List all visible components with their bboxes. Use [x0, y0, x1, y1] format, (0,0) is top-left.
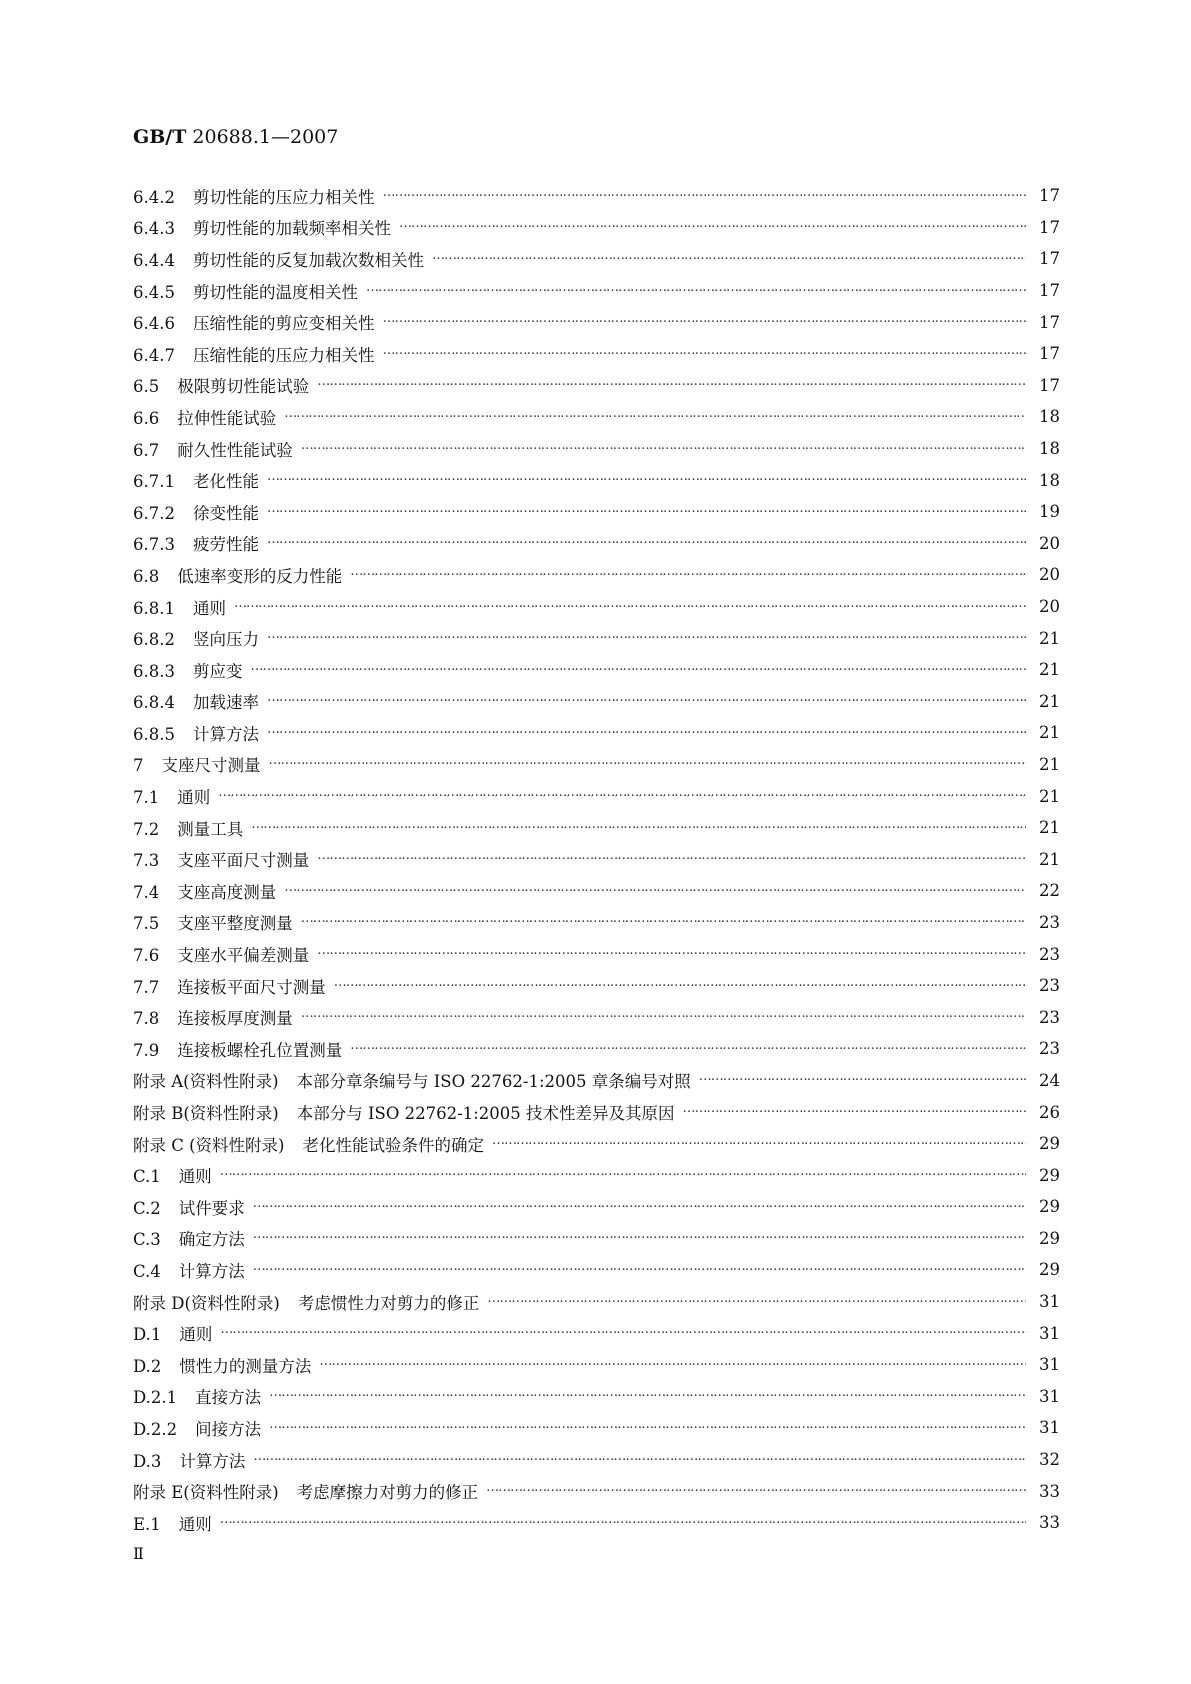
toc-leader-dots — [267, 628, 1026, 648]
toc-leader-dots — [269, 1418, 1026, 1438]
toc-entry-heading — [133, 1005, 295, 1029]
toc-entry-page: 21 — [1039, 818, 1060, 838]
toc-leader-dots — [492, 1134, 1026, 1154]
toc-entry[interactable] — [133, 433, 1060, 465]
toc-leader-dots — [267, 723, 1026, 743]
toc-entry-title: 支座尺寸测量 — [161, 756, 261, 776]
toc-entry-page: 20 — [1039, 533, 1060, 553]
toc-entry-number: D.2.2 — [133, 1419, 178, 1439]
toc-entry-title: 压缩性能的压应力相关性 — [192, 345, 375, 365]
toc-entry-title: 竖向压力 — [192, 630, 259, 650]
toc-leader-dots — [251, 818, 1026, 838]
toc-entry-heading — [133, 658, 244, 682]
toc-entry[interactable] — [133, 180, 1060, 212]
toc-entry-heading — [133, 215, 393, 239]
toc-entry[interactable] — [133, 938, 1060, 970]
toc-entry-title: 剪切性能的反复加载次数相关性 — [192, 250, 424, 270]
toc-entry-page: 21 — [1039, 628, 1060, 648]
toc-leader-dots — [382, 312, 1026, 332]
toc-leader-dots — [382, 186, 1026, 206]
toc-entry[interactable] — [133, 243, 1060, 275]
toc-entry-page: 17 — [1039, 312, 1060, 332]
toc-entry-number: 6.8.1 — [133, 598, 175, 618]
toc-entry-title: 试件要求 — [178, 1198, 245, 1218]
toc-entry[interactable] — [133, 843, 1060, 875]
toc-entry-heading — [133, 784, 212, 808]
toc-entry-page: 31 — [1039, 1323, 1060, 1343]
toc-leader-dots — [267, 470, 1026, 490]
toc-entry-number: 附录 C (资料性附录) — [133, 1135, 285, 1155]
toc-leader-dots — [269, 754, 1027, 774]
toc-entry-heading — [133, 721, 261, 745]
toc-entry-page: 17 — [1039, 249, 1060, 269]
toc-entry-heading — [133, 500, 261, 524]
doc-code: GB/T — [133, 126, 187, 148]
toc-leader-dots — [301, 912, 1026, 932]
toc-leader-dots — [220, 1513, 1026, 1533]
toc-entry-number: 7.8 — [133, 1009, 160, 1029]
toc-entry-page: 19 — [1039, 502, 1060, 522]
toc-entry-title: 连接板平面尺寸测量 — [177, 977, 326, 997]
toc-entry-page: 17 — [1039, 281, 1060, 301]
toc-leader-dots — [334, 976, 1026, 996]
toc-entry-number: C.4 — [133, 1261, 161, 1281]
toc-entry[interactable] — [133, 1349, 1060, 1381]
toc-leader-dots — [350, 565, 1026, 585]
toc-entry-number: C.1 — [133, 1167, 161, 1187]
toc-entry-number: 6.7 — [133, 440, 160, 460]
toc-entry-title: 剪切性能的加载频率相关性 — [192, 219, 391, 239]
toc-entry[interactable] — [133, 1444, 1060, 1476]
toc-entry-number: 7.7 — [133, 977, 160, 997]
toc-entry-page: 23 — [1039, 976, 1060, 996]
toc-entry-heading — [133, 1100, 676, 1124]
toc-entry[interactable] — [133, 401, 1060, 433]
toc-leader-dots — [253, 1450, 1026, 1470]
toc-entry-number: C.3 — [133, 1230, 161, 1250]
toc-entry[interactable] — [133, 591, 1060, 623]
toc-leader-dots — [366, 281, 1026, 301]
toc-entry-heading — [133, 1068, 693, 1092]
toc-entry-page: 23 — [1039, 1007, 1060, 1027]
toc-entry-title: 间接方法 — [195, 1419, 262, 1439]
toc-entry[interactable] — [133, 812, 1060, 844]
toc-entry-heading — [133, 1163, 214, 1187]
toc-entry-page: 18 — [1039, 439, 1060, 459]
toc-entry[interactable] — [133, 496, 1060, 528]
toc-leader-dots — [218, 786, 1026, 806]
toc-entry-title: 徐变性能 — [192, 503, 259, 523]
toc-entry-title: 计算方法 — [178, 1261, 245, 1281]
toc-entry-number: 6.4.4 — [133, 250, 175, 270]
toc-entry-page: 23 — [1039, 1039, 1060, 1059]
toc-entry-number: 7.9 — [133, 1040, 160, 1060]
toc-entry[interactable] — [133, 654, 1060, 686]
toc-entry-title: 计算方法 — [179, 1451, 246, 1471]
toc-entry-heading — [133, 1416, 263, 1440]
toc-entry-page: 21 — [1039, 660, 1060, 680]
toc-leader-dots — [220, 1323, 1026, 1343]
toc-entry-heading — [133, 1353, 313, 1377]
toc-entry-number: D.3 — [133, 1451, 162, 1471]
toc-entry-title: 低速率变形的反力性能 — [177, 566, 343, 586]
toc-entry-title: 直接方法 — [195, 1388, 262, 1408]
toc-leader-dots — [319, 1355, 1026, 1375]
toc-entry-title: 老化性能试验条件的确定 — [302, 1135, 484, 1155]
toc-entry-heading — [133, 689, 261, 713]
toc-entry-page: 17 — [1039, 186, 1060, 206]
toc-entry-heading — [133, 816, 245, 840]
toc-entry-number: 6.7.1 — [133, 472, 175, 492]
toc-entry[interactable] — [133, 1286, 1060, 1318]
toc-entry-heading — [133, 1321, 214, 1345]
toc-entry-number: 6.5 — [133, 377, 160, 397]
toc-entry-page: 18 — [1039, 470, 1060, 490]
toc-entry-heading — [133, 1290, 481, 1314]
toc-entry-number: 6.4.2 — [133, 187, 175, 207]
toc-entry-heading — [133, 1384, 263, 1408]
toc-entry-title: 通则 — [178, 1167, 212, 1187]
toc-entry-number: E.1 — [133, 1514, 161, 1534]
toc-entry-heading — [133, 531, 261, 555]
toc-entry-number: D.1 — [133, 1325, 162, 1345]
page-number-roman: Ⅱ — [133, 1544, 144, 1563]
toc-entry[interactable] — [133, 1475, 1060, 1507]
toc-entry-heading — [133, 373, 311, 397]
toc-entry-number: 附录 E(资料性附录) — [133, 1483, 279, 1503]
toc-entry[interactable] — [133, 528, 1060, 560]
toc-entry-page: 23 — [1039, 944, 1060, 964]
toc-entry[interactable] — [133, 370, 1060, 402]
toc-entry-heading — [133, 1258, 247, 1282]
toc-entry-heading — [133, 247, 426, 271]
toc-entry-title: 连接板厚度测量 — [177, 1009, 293, 1029]
toc-entry-number: 附录 D(资料性附录) — [133, 1293, 280, 1313]
toc-entry-title: 计算方法 — [192, 724, 259, 744]
toc-leader-dots — [250, 660, 1026, 680]
toc-entry-heading — [133, 1511, 214, 1535]
toc-entry-number: D.2.1 — [133, 1388, 178, 1408]
toc-entry-heading — [133, 1226, 247, 1250]
toc-entry[interactable] — [133, 1001, 1060, 1033]
toc-entry-number: D.2 — [133, 1356, 162, 1376]
toc-leader-dots — [486, 1481, 1026, 1501]
toc-leader-dots — [284, 407, 1026, 427]
toc-leader-dots — [284, 881, 1026, 901]
toc-entry-heading — [133, 1448, 247, 1472]
toc-entry-title: 通则 — [177, 788, 211, 808]
toc-entry-number: 7.4 — [133, 882, 160, 902]
toc-entry-page: 21 — [1039, 691, 1060, 711]
toc-entry-title: 通则 — [192, 598, 226, 618]
toc-entry-page: 29 — [1039, 1165, 1060, 1185]
toc-entry-heading — [133, 405, 278, 429]
toc-entry-page: 26 — [1039, 1102, 1060, 1122]
toc-entry-title: 剪应变 — [192, 661, 243, 681]
toc-entry-number: 6.8.2 — [133, 630, 175, 650]
toc-entry-title: 加载速率 — [192, 693, 259, 713]
toc-entry-page: 17 — [1039, 375, 1060, 395]
toc-entry[interactable] — [133, 1412, 1060, 1444]
toc-entry[interactable] — [133, 212, 1060, 244]
toc-entry-title: 惯性力的测量方法 — [179, 1356, 312, 1376]
toc-entry-page: 20 — [1039, 565, 1060, 585]
toc-entry-page: 31 — [1039, 1386, 1060, 1406]
toc-entry-page: 21 — [1039, 754, 1060, 774]
toc-entry[interactable] — [133, 1191, 1060, 1223]
toc-entry-number: 7.1 — [133, 788, 160, 808]
toc-leader-dots — [682, 1102, 1026, 1122]
toc-entry-page: 23 — [1039, 912, 1060, 932]
toc-entry-title: 支座平整度测量 — [177, 914, 293, 934]
toc-entry-number: 6.7.3 — [133, 535, 175, 555]
toc-entry-number: C.2 — [133, 1198, 161, 1218]
toc-entry[interactable] — [133, 1033, 1060, 1065]
toc-entry-number: 6.7.2 — [133, 503, 175, 523]
toc-entry-heading — [133, 1132, 486, 1156]
toc-entry-title: 本部分章条编号与 ISO 22762-1:2005 章条编号对照 — [296, 1072, 691, 1092]
toc-entry[interactable] — [133, 464, 1060, 496]
toc-leader-dots — [399, 217, 1026, 237]
toc-entry-page: 32 — [1039, 1450, 1060, 1470]
toc-entry-page: 22 — [1039, 881, 1060, 901]
toc-entry-title: 支座水平偏差测量 — [177, 946, 310, 966]
toc-entry-page: 31 — [1039, 1292, 1060, 1312]
toc-leader-dots — [267, 533, 1026, 553]
toc-entry[interactable] — [133, 1254, 1060, 1286]
toc-leader-dots — [253, 1197, 1026, 1217]
toc-entry-title: 测量工具 — [177, 819, 244, 839]
toc-entry-title: 支座平面尺寸测量 — [177, 851, 310, 871]
toc-entry-number: 6.4.3 — [133, 219, 175, 239]
toc-entry-number: 6.4.5 — [133, 282, 175, 302]
toc-entry-heading — [133, 1479, 480, 1503]
toc-leader-dots — [253, 1228, 1026, 1248]
toc-entry-page: 21 — [1039, 786, 1060, 806]
toc-entry-heading — [133, 468, 261, 492]
toc-entry-title: 考虑摩擦力对剪力的修正 — [296, 1483, 479, 1503]
toc-entry[interactable] — [133, 875, 1060, 907]
toc-entry-page: 24 — [1039, 1070, 1060, 1090]
toc-leader-dots — [301, 439, 1026, 459]
toc-leader-dots — [267, 502, 1026, 522]
toc-entry-title: 本部分与 ISO 22762-1:2005 技术性差异及其原因 — [296, 1104, 675, 1124]
toc-entry-heading — [133, 279, 360, 303]
toc-entry-page: 21 — [1039, 723, 1060, 743]
toc-entry[interactable] — [133, 907, 1060, 939]
toc-entry-title: 确定方法 — [178, 1230, 245, 1250]
toc-entry-page: 20 — [1039, 597, 1060, 617]
toc-entry-page: 21 — [1039, 849, 1060, 869]
toc-entry-page: 31 — [1039, 1418, 1060, 1438]
toc-entry-number: 6.8.5 — [133, 724, 175, 744]
toc-entry-number: 7 — [133, 756, 144, 776]
toc-entry-heading — [133, 626, 261, 650]
toc-entry-number: 6.4.7 — [133, 345, 175, 365]
toc-entry-heading — [133, 752, 263, 776]
toc-entry-page: 29 — [1039, 1260, 1060, 1280]
toc-entry-page: 17 — [1039, 344, 1060, 364]
toc-entry[interactable] — [133, 1317, 1060, 1349]
toc-leader-dots — [350, 1039, 1026, 1059]
toc-entry[interactable] — [133, 338, 1060, 370]
toc-entry-heading — [133, 847, 311, 871]
toc-entry-title: 通则 — [178, 1514, 212, 1534]
toc-leader-dots — [699, 1070, 1026, 1090]
toc-entry-title: 压缩性能的剪应变相关性 — [192, 314, 375, 334]
toc-entry[interactable] — [133, 306, 1060, 338]
document-header — [133, 126, 338, 148]
toc-entry-heading — [133, 563, 344, 587]
toc-entry[interactable] — [133, 717, 1060, 749]
toc-entry-number: 7.6 — [133, 946, 160, 966]
toc-entry[interactable] — [133, 1096, 1060, 1128]
toc-leader-dots — [267, 691, 1026, 711]
toc-leader-dots — [382, 344, 1026, 364]
toc-entry[interactable] — [133, 1507, 1060, 1539]
table-of-contents — [133, 180, 1060, 1539]
toc-entry[interactable] — [133, 686, 1060, 718]
toc-leader-dots — [220, 1165, 1026, 1185]
toc-entry[interactable] — [133, 1223, 1060, 1255]
toc-entry-number: 6.4.6 — [133, 314, 175, 334]
toc-entry-title: 考虑惯性力对剪力的修正 — [297, 1293, 480, 1313]
toc-entry-page: 18 — [1039, 407, 1060, 427]
toc-entry[interactable] — [133, 780, 1060, 812]
toc-entry-heading — [133, 974, 328, 998]
toc-leader-dots — [301, 1007, 1026, 1027]
toc-entry[interactable] — [133, 559, 1060, 591]
toc-entry[interactable] — [133, 622, 1060, 654]
toc-entry-page: 29 — [1039, 1228, 1060, 1248]
toc-entry-title: 极限剪切性能试验 — [177, 377, 310, 397]
toc-entry-number: 附录 A(资料性附录) — [133, 1072, 279, 1092]
toc-entry[interactable] — [133, 275, 1060, 307]
toc-leader-dots — [432, 249, 1026, 269]
toc-entry[interactable] — [133, 1065, 1060, 1097]
toc-entry-number: 6.8.4 — [133, 693, 175, 713]
toc-entry-title: 通则 — [179, 1325, 213, 1345]
toc-leader-dots — [253, 1260, 1026, 1280]
toc-entry-title: 老化性能 — [192, 472, 259, 492]
toc-entry-number: 附录 B(资料性附录) — [133, 1104, 279, 1124]
toc-entry[interactable] — [133, 1159, 1060, 1191]
toc-entry-page: 29 — [1039, 1134, 1060, 1154]
toc-leader-dots — [317, 375, 1026, 395]
toc-entry-page: 17 — [1039, 217, 1060, 237]
toc-entry-title: 拉伸性能试验 — [177, 408, 277, 428]
toc-entry-title: 支座高度测量 — [177, 882, 277, 902]
toc-entry-number: 7.2 — [133, 819, 160, 839]
toc-entry-heading — [133, 437, 295, 461]
toc-entry-page: 33 — [1039, 1513, 1060, 1533]
toc-entry-title: 剪切性能的压应力相关性 — [192, 187, 375, 207]
toc-entry[interactable] — [133, 970, 1060, 1002]
toc-entry-title: 疲劳性能 — [192, 535, 259, 555]
toc-entry[interactable] — [133, 749, 1060, 781]
toc-entry-title: 耐久性性能试验 — [177, 440, 293, 460]
toc-entry-number: 6.8.3 — [133, 661, 175, 681]
toc-leader-dots — [269, 1386, 1026, 1406]
toc-entry-heading — [133, 910, 295, 934]
toc-entry-heading — [133, 1037, 344, 1061]
toc-entry-page: 31 — [1039, 1355, 1060, 1375]
doc-number: 20688.1—2007 — [192, 126, 339, 148]
toc-entry-number: 7.5 — [133, 914, 160, 934]
toc-entry-page: 29 — [1039, 1197, 1060, 1217]
toc-leader-dots — [317, 944, 1026, 964]
toc-leader-dots — [487, 1292, 1026, 1312]
toc-entry-page: 33 — [1039, 1481, 1060, 1501]
toc-entry-heading — [133, 184, 376, 208]
toc-entry[interactable] — [133, 1381, 1060, 1413]
toc-entry-title: 剪切性能的温度相关性 — [192, 282, 358, 302]
toc-entry-heading — [133, 942, 311, 966]
toc-entry-number: 6.6 — [133, 408, 160, 428]
toc-entry-title: 连接板螺栓孔位置测量 — [177, 1040, 343, 1060]
toc-entry-number: 6.8 — [133, 566, 160, 586]
toc-entry-heading — [133, 595, 228, 619]
toc-leader-dots — [234, 597, 1026, 617]
toc-entry-heading — [133, 310, 376, 334]
toc-entry-heading — [133, 879, 278, 903]
toc-leader-dots — [317, 849, 1026, 869]
toc-entry-heading — [133, 342, 376, 366]
toc-entry[interactable] — [133, 1128, 1060, 1160]
toc-entry-number: 7.3 — [133, 851, 160, 871]
toc-entry-heading — [133, 1195, 247, 1219]
